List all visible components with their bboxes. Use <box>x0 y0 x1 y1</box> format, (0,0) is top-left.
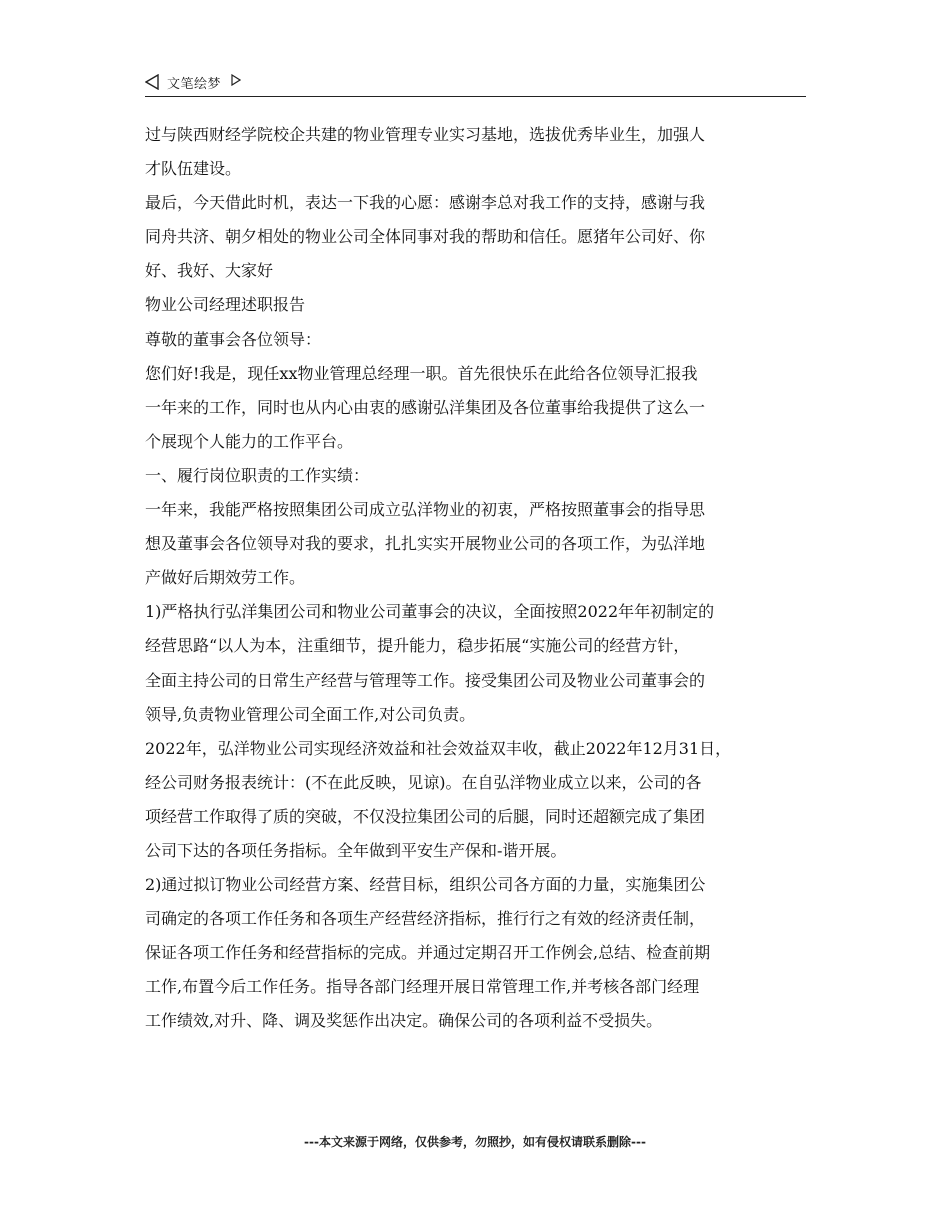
text-line: 司确定的各项工作任务和各项生产经营经济指标，推行行之有效的经济责任制， <box>145 909 706 929</box>
triangle-right-icon <box>231 74 241 86</box>
text-line: 好、我好、大家好 <box>145 261 274 281</box>
text-line: 一年来，我能严格按照集团公司成立弘洋物业的初衷，严格按照董事会的指导思 <box>145 500 706 520</box>
text-line: 公司下达的各项任务指标。全年做到平安生产保和-谐开展。 <box>145 840 567 860</box>
text-line: 2)通过拟订物业公司经营方案、经营目标，组织公司各方面的力量，实施集团公 <box>145 875 706 895</box>
text-line: 物业公司经理述职报告 <box>145 295 306 315</box>
text-line: 经营思路“以人为本，注重细节，提升能力，稳步拓展“实施公司的经营方针， <box>145 636 690 656</box>
text-line: 全面主持公司的日常生产经营与管理等工作。接受集团公司及物业公司董事会的 <box>145 670 706 690</box>
text-line: 同舟共济、朝夕相处的物业公司全体同事对我的帮助和信任。愿猪年公司好、你 <box>145 227 706 247</box>
footer-notice: ---本文来源于网络，仅供参考，勿照抄，如有侵权请联系删除--- <box>304 1135 646 1149</box>
text-line: 最后，今天借此时机，表达一下我的心愿：感谢李总对我工作的支持，感谢与我 <box>145 193 706 213</box>
text-line: 项经营工作取得了质的突破，不仅没拉集团公司的后腿，同时还超额完成了集团 <box>145 806 706 826</box>
text-line: 一年来的工作，同时也从内心由衷的感谢弘洋集团及各位董事给我提供了这么一 <box>145 397 706 417</box>
text-line: 您们好!我是，现任xx物业管理总经理一职。首先很快乐在此给各位领导汇报我 <box>145 363 698 383</box>
text-line: 工作,布置今后工作任务。指导各部门经理开展日常管理工作,并考核各部门经理 <box>145 977 700 997</box>
text-line: 想及董事会各位领导对我的要求，扎扎实实开展物业公司的各项工作，为弘洋地 <box>145 534 706 554</box>
header-brand: 文笔绘梦 <box>167 77 222 92</box>
text-line: 经公司财务报表统计：(不在此反映，见谅)。在自弘洋物业成立以来，公司的各 <box>145 772 702 792</box>
text-line: 尊敬的董事会各位领导： <box>145 329 322 349</box>
text-line: 领导,负责物业管理公司全面工作,对公司负责。 <box>145 704 476 724</box>
document-body <box>145 118 807 1039</box>
text-line: 2022年，弘洋物业公司实现经济效益和社会效益双丰收，截止2022年12月31日， <box>145 738 732 758</box>
text-line: 保证各项工作任务和经营指标的完成。并通过定期召开工作例会,总结、检查前期 <box>145 943 711 963</box>
text-line: 个展现个人能力的工作平台。 <box>145 431 354 451</box>
page-header <box>145 70 806 97</box>
text-line: 产做好后期效劳工作。 <box>145 568 306 588</box>
text-line: 工作绩效,对升、降、调及奖惩作出决定。确保公司的各项利益不受损失。 <box>145 1011 663 1031</box>
text-line: 一、履行岗位职责的工作实绩： <box>145 465 370 485</box>
text-line: 才队伍建设。 <box>145 159 242 179</box>
triangle-left-icon <box>145 74 159 90</box>
text-line: 1)严格执行弘洋集团公司和物业公司董事会的决议，全面按照2022年年初制定的 <box>145 602 715 622</box>
text-line: 过与陕西财经学院校企共建的物业管理专业实习基地，选拔优秀毕业生，加强人 <box>145 125 706 144</box>
